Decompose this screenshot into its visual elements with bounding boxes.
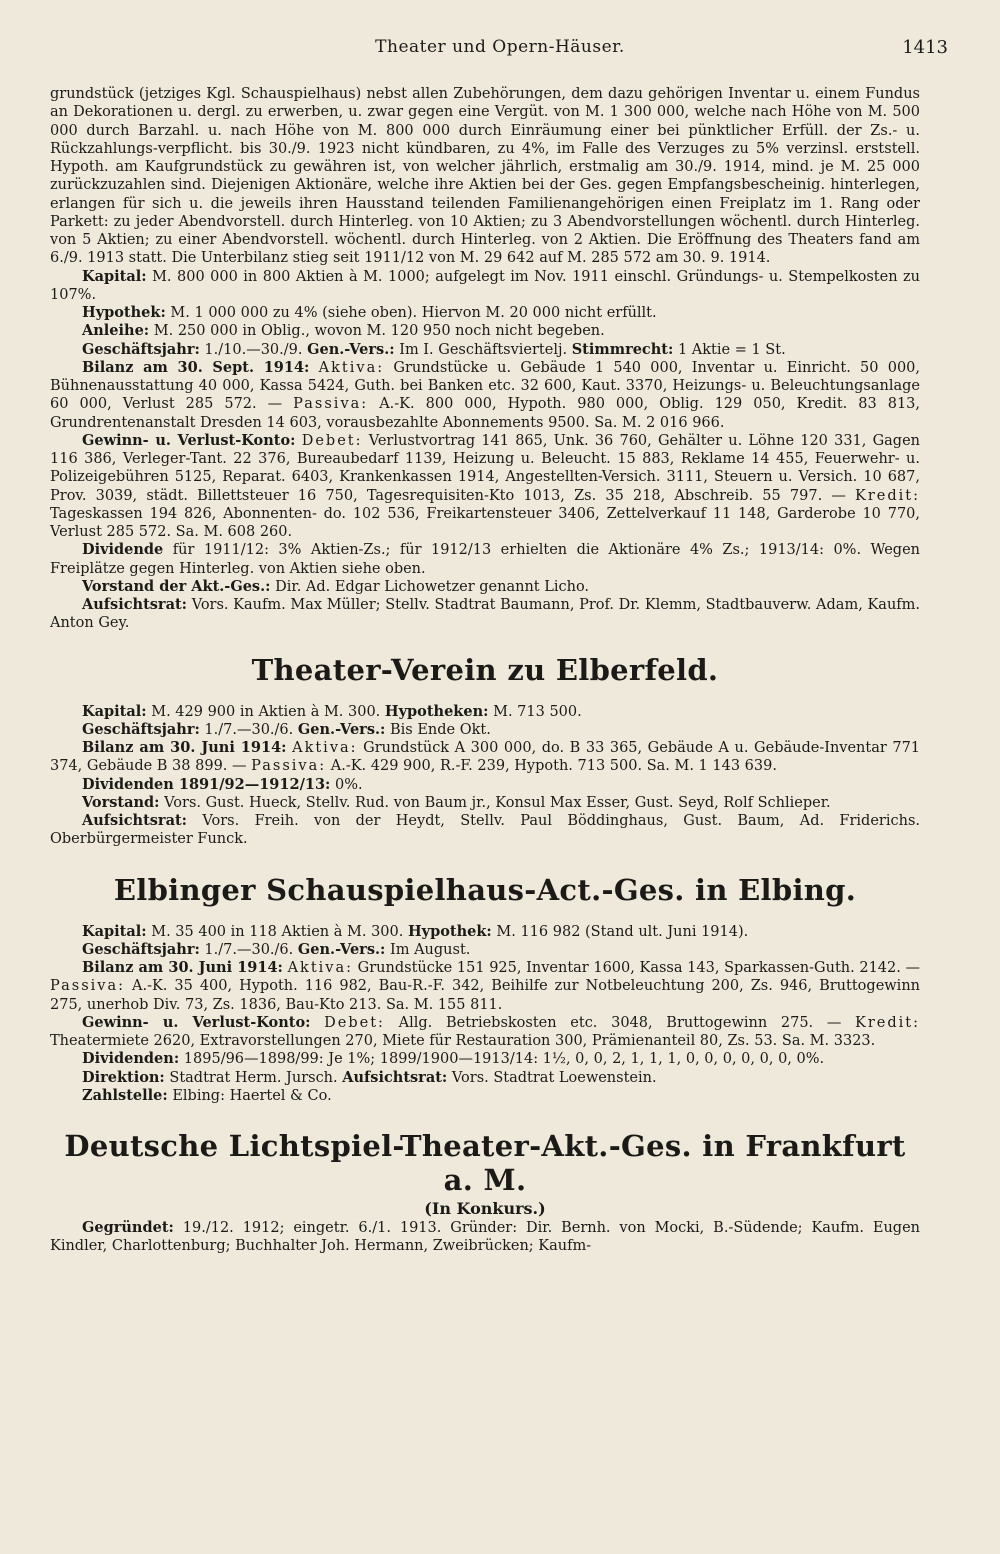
kapital-line: Kapital: M. 800 000 in 800 Aktien à M. 1000; aufgelegt im Nov. 1911 einschl. Gründungs- u. Stempelkosten zu 107%.	[50, 267, 920, 303]
bilanz-paragraph: Bilanz am 30. Sept. 1914: Aktiva: Grundstücke u. Gebäude 1 540 000, Inventar u. Einricht. 50 000, Bühnenausstattung 40 000, Kassa 5424, Guth. bei Banken etc. 32 600, Kaut. 3370, Heizungs- u. Beleuchtungsanlage 60 000, Verlust 285 572. — Passiva: A.-K. 800 000, Hypoth. 980 000, Oblig. 129 050, Kredit. 83 813, Grundrentenanstalt Dresden 14 603, vorausbezahlte Abonnements 9500. Sa. M. 2 016 966.	[50, 358, 921, 431]
anleihe-line: Anleihe: M. 250 000 in Oblig., wovon M. 120 950 noch nicht begeben.	[82, 322, 605, 340]
running-title: Theater und Opern-Häuser.	[375, 37, 625, 57]
kapital-line: Kapital: M. 429 900 in Aktien à M. 300. Hypotheken: M. 713 500.	[82, 702, 582, 720]
dividende-paragraph: Dividende für 1911/12: 3% Aktien-Zs.; für 1912/13 erhielten die Aktionäre 4% Zs.; 1913/14: 0%. Wegen Freiplätze gegen Hinterleg. von Aktien siehe oben.	[50, 541, 921, 577]
entry-frankfurt	[50, 1129, 920, 1256]
entry-heading: Elbinger Schauspielhaus-Act.-Ges. in Elbing.	[113, 872, 857, 907]
entry-elberfeld	[50, 653, 920, 849]
aufsichtsrat-paragraph: Aufsichtsrat: Vors. Kaufm. Max Müller; Stellv. Stadtrat Baumann, Prof. Dr. Klemm, Stadtbauverw. Adam, Kaufm. Anton Gey.	[50, 596, 921, 632]
guv-paragraph: Gewinn- u. Verlust-Konto: Debet: Allg. Betriebskosten etc. 3048, Bruttogewinn 275. — Kredit: Theatermiete 2620, Extravorstellungen 270, Miete für Restauration 300, Prämienanteil 80, Zs. 53. Sa. M. 3323.	[50, 1013, 921, 1049]
geschaeftsjahr-line: Geschäftsjahr: 1./10.—30./9. Gen.-Vers.: Im I. Geschäftsviertelj. Stimmrecht: 1 Aktie = 1 St.	[82, 340, 786, 358]
entry-continued	[50, 85, 920, 633]
continued-paragraph: grundstück (jetziges Kgl. Schauspielhaus) nebst allen Zubehörungen, dem dazu gehörigen Inventar u. einem Fundus an Dekorationen u. dergl. zu erwerben, u. zwar gegen eine Vergüt. von M. 1 300 000, welche nach Höhe von M. 500 000 durch Barzahl. u. nach Höhe von M. 800 000 durch Einräumung einer bei pünktlicher Erfüll. der Zs.- u. Rückzahlungs-verpflicht. bis 30./9. 1923 nicht kündbaren, zu 4%, im Falle des Verzuges zu 5% verzinsl. erststell. Hypoth. am Kaufgrundstück zu gewähren ist, von welcher jährlich, erstmalig am 30./9. 1914, mind. je M. 25 000 zurückzuzahlen sind. Diejenigen Aktionäre, welche ihre Aktien bei der Ges. gegen Empfangsbescheinig. hinterlegen, erlangen für sich u. die jeweils ihren Hausstand teilenden Familienangehörigen einen Freiplatz im 1. Rang oder Parkett: zu jeder Abendvorstell. durch Hinterleg. von 10 Aktien; zu 3 Abendvorstellungen wöchentl. durch Hinterleg. von 5 Aktien; zu einer Abendvorstell. wöchentl. durch Hinterleg. von 2 Aktien. Die Eröffnung des Theaters fand am 6./9. 1913 statt. Die Unterbilanz stieg seit 1911/12 von M. 29 642 auf M. 285 572 am 30. 9. 1914.	[50, 86, 920, 267]
entry-heading: Deutsche Lichtspiel-Theater-Akt.-Ges. in Frankfurt a. M.	[64, 1129, 906, 1197]
geschaeftsjahr-line: Geschäftsjahr: 1./7.—30./6. Gen.-Vers.: Im August.	[82, 940, 471, 958]
gegruendet-paragraph: Gegründet: 19./12. 1912; eingetr. 6./1. 1913. Gründer: Dir. Bernh. von Mocki, B.-Südende; Kaufm. Eugen Kindler, Charlottenburg; Buchhalter Joh. Hermann, Zweibrücken; Kaufm-	[50, 1219, 920, 1255]
entry-heading: Theater-Verein zu Elberfeld.	[251, 652, 719, 687]
bilanz-paragraph: Bilanz am 30. Juni 1914: Aktiva: Grundstück A 300 000, do. B 33 365, Gebäude A u. Gebäude-Inventar 771 374, Gebäude B 38 899. — Passiva: A.-K. 429 900, R.-F. 239, Hypoth. 713 500. Sa. M. 1 143 639.	[50, 739, 921, 775]
vorstand-paragraph: Vorstand: Vors. Gust. Hueck, Stellv. Rud. von Baum jr., Konsul Max Esser, Gust. Seyd, Rolf Schlieper.	[82, 793, 831, 811]
hypothek-line: Hypothek: M. 1 000 000 zu 4% (siehe oben). Hiervon M. 20 000 nicht erfüllt.	[82, 304, 657, 321]
zahlstelle-line: Zahlstelle: Elbing: Haertel & Co.	[82, 1086, 332, 1104]
vorstand-line: Vorstand der Akt.-Ges.: Dir. Ad. Edgar Lichowetzer genannt Licho.	[82, 577, 590, 595]
entry-elbing	[50, 873, 920, 1106]
dividenden-paragraph: Dividenden: 1895/96—1898/99: Je 1%; 1899/1900—1913/14: 1½, 0, 0, 2, 1, 1, 1, 0, 0, 0, 0, 0, 0, 0%.	[82, 1050, 825, 1068]
entry-subheading: (In Konkurs.)	[424, 1199, 546, 1218]
page-number: 1413	[902, 37, 948, 58]
bilanz-paragraph: Bilanz am 30. Juni 1914: Aktiva: Grundstücke 151 925, Inventar 1600, Kassa 143, Sparkassen-Guth. 2142. — Passiva: A.-K. 35 400, Hypoth. 116 982, Bau-R.-F. 342, Beihilfe zur Notbeleuchtung 200, Zs. 946, Bruttogewinn 275, unerhob Div. 73, Zs. 1836, Bau-Kto 213. Sa. M. 155 811.	[50, 959, 921, 1013]
kapital-line: Kapital: M. 35 400 in 118 Aktien à M. 300. Hypothek: M. 116 982 (Stand ult. Juni 1914).	[82, 922, 749, 940]
direktion-line: Direktion: Stadtrat Herm. Jursch. Aufsichtsrat: Vors. Stadtrat Loewenstein.	[82, 1068, 657, 1086]
guv-paragraph: Gewinn- u. Verlust-Konto: Debet: Verlustvortrag 141 865, Unk. 36 760, Gehälter u. Löhne 120 331, Gagen 116 386, Verleger-Tant. 22 376, Bureaubedarf 1139, Heizung u. Beleucht. 15 883, Reklame 14 455, Feuerwehr- u. Polizeigebühren 5125, Reparat. 6403, Krankenkassen 1914, Angestellten-Versich. 3111, Steuern u. Versich. 10 687, Prov. 3039, städt. Billettsteuer 16 750, Tagesrequisiten-Kto 1013, Zs. 35 218, Abschreib. 55 797. — Kredit: Tageskassen 194 826, Abonnenten- do. 102 536, Freikartensteuer 3406, Zettelverkauf 11 148, Garderobe 10 770, Verlust 285 572. Sa. M. 608 260.	[50, 431, 921, 540]
page-body	[50, 85, 920, 1256]
aufsichtsrat-paragraph: Aufsichtsrat: Vors. Freih. von der Heydt, Stellv. Paul Böddinghaus, Gust. Baum, Ad. Friderichs. Oberbürgermeister Funck.	[50, 812, 921, 848]
running-header	[0, 33, 1000, 63]
dividenden-line: Dividenden 1891/92—1912/13: 0%.	[82, 775, 363, 793]
geschaeftsjahr-line: Geschäftsjahr: 1./7.—30./6. Gen.-Vers.: Bis Ende Okt.	[82, 720, 491, 738]
